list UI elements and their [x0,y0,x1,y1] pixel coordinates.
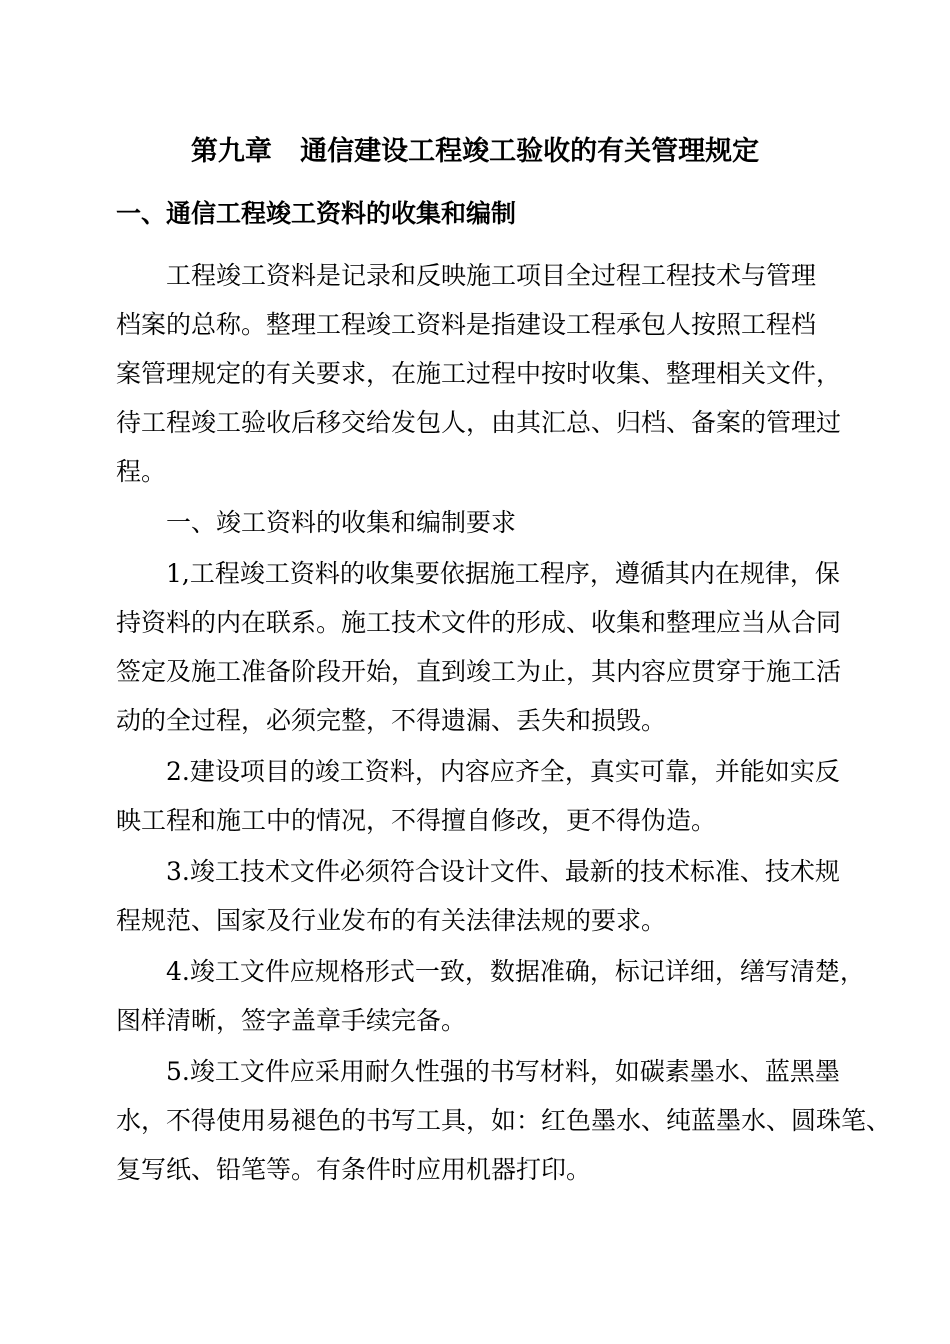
paragraph-line: 档案的总称。整理工程竣工资料是指建设工程承包人按照工程档 [116,310,817,339]
paragraph-line: 持资料的内在联系。施工技术文件的形成、收集和整理应当从合同 [116,608,842,637]
paragraph-line: 图样清晰，签字盖章手续完备。 [116,1006,467,1035]
paragraph-line: 签定及施工准备阶段开始，直到竣工为止，其内容应贯穿于施工活 [116,657,842,686]
paragraph-line: 程规范、国家及行业发布的有关法律法规的要求。 [116,906,667,935]
paragraph-line: 工程竣工资料是记录和反映施工项目全过程工程技术与管理 [166,261,817,290]
paragraph-line: 3.竣工技术文件必须符合设计文件、最新的技术标准、技术规 [166,857,840,886]
paragraph-line: 映工程和施工中的情况，不得擅自修改，更不得伪造。 [116,806,717,835]
paragraph-line: 2.建设项目的竣工资料，内容应齐全，真实可靠，并能如实反 [166,757,840,786]
paragraph-line: 案管理规定的有关要求，在施工过程中按时收集、整理相关文件， [116,359,842,388]
paragraph-line: 4.竣工文件应规格形式一致，数据准确，标记详细，缮写清楚， [166,957,865,986]
section-heading: 一、通信工程竣工资料的收集和编制 [116,199,517,228]
chapter-title: 第九章 通信建设工程竣工验收的有关管理规定 [190,136,760,167]
paragraph-line: 水，不得使用易褪色的书写工具，如：红色墨水、纯蓝墨水、圆珠笔、 [116,1106,892,1135]
subsection-heading: 一、竣工资料的收集和编制要求 [166,508,517,537]
paragraph-line: 动的全过程，必须完整，不得遗漏、丢失和损毁。 [116,706,667,735]
paragraph-line: 5.竣工文件应采用耐久性强的书写材料，如碳素墨水、蓝黑墨 [166,1057,840,1086]
paragraph-line: 1,工程竣工资料的收集要依据施工程序，遵循其内在规律，保 [166,559,840,588]
paragraph-line: 程。 [116,457,167,486]
paragraph-line: 复写纸、铅笔等。有条件时应用机器打印。 [116,1155,592,1184]
paragraph-line: 待工程竣工验收后移交给发包人，由其汇总、归档、备案的管理过 [116,408,842,437]
